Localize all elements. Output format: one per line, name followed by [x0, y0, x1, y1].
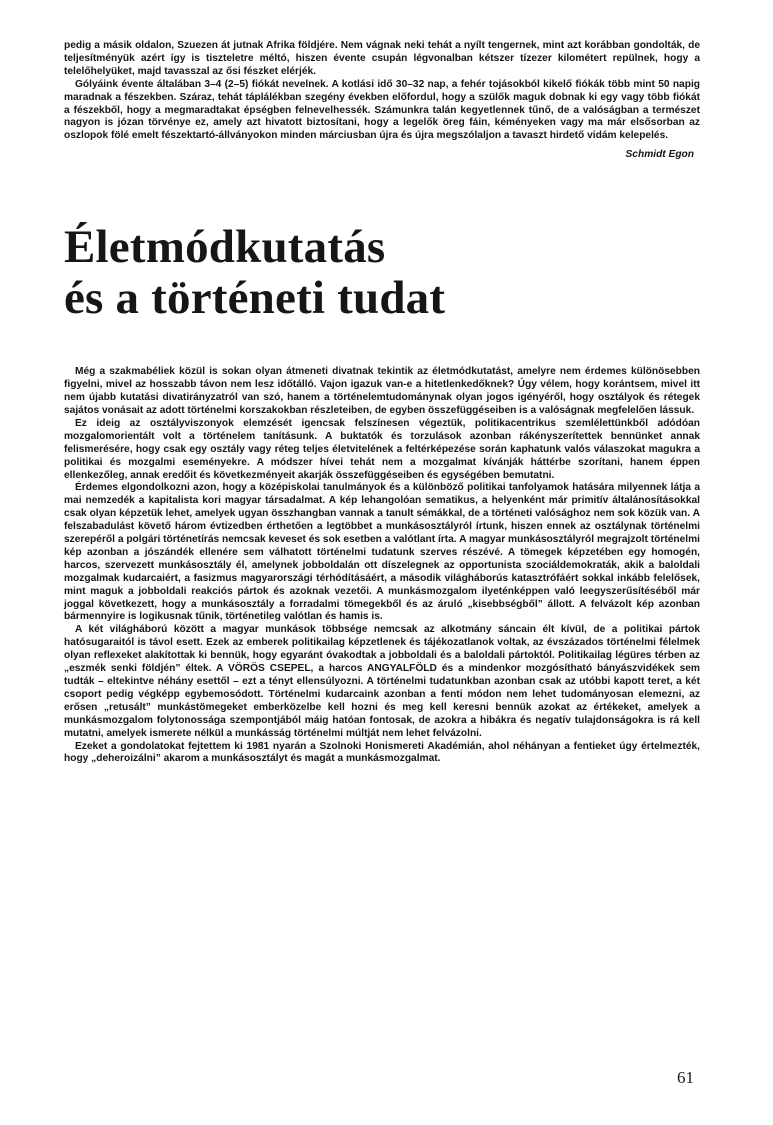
article-body: [64, 366, 700, 766]
article-title-line-1: Életmódkutatás: [64, 221, 386, 274]
article-paragraph-3: Érdemes elgondolkozni azon, hogy a középiskolai tanulmányok és a különböző politikai tanfolyamok hatására milyennek látja a mai nemzedék a kapitalista kori magyar társadalmat. A kép lehangolóan sematikus, a helyenként már primitív általánosításokkal csak olyan képzetük lehet, amelyek ugyan összhangban vannak a tanult sémákkal, de a történeti valósághoz nem sok közük van. A felszabadulást követő három évtizedben érthetően a legtöbbet a munkásosztályról írtunk, hiszen ennek az osztálynak történelmi szerepéről a polgári történetírás nemcsak keveset és sok esetben a valótlant írta. A magyar munkásosztályról megrajzolt történelmi kép azonban a jószándék ellenére sem válhatott történelmi tudatunk szerves részévé. A tömegek képzetében egy homogén, harcos, szervezett munkásosztály él, amelynek jobboldalán ott díszelegnek az opportunista szociáldemokraták, akik a baloldali mozgalmak kudarcaiért, a fasizmus magyarországi térhódításáért, a második világháborús katasztrófáért sokkal inkább felelősek, mint maguk a jobboldali reakciós pártok és azoknak vezetői. A munkásmozgalom ilyeténképpen való leegyszerűsítéséből már joggal következett, hogy a munkásosztály a forradalmi tömegekből és az áruló „kisebbségből” állott. A felvázolt kép azonban bármennyire is logikusnak tűnik, történetileg valótlan és hamis is.: [64, 482, 700, 623]
article-title-line-2: és a történeti tudat: [64, 272, 446, 325]
article-paragraph-1: Még a szakmabéliek közül is sokan olyan átmeneti divatnak tekintik az életmódkutatást, amelyre nem érdemes különösebben figyelni, mivel az hosszabb távon nem lesz időtálló. Vajon igazuk van-e a hitetlenkedőknek? Úgy vélem, hogy korántsem, mivel itt nem újabb kutatási divatirányzatról van szó, hanem a történelemtudománynak olyan jogos igényéről, hogy osztályok és rétegek sajátos vonásait az adott történelmi korszakokban részleteiben, de egyben összefüggéseiben is a valóságnak megfelelően lássuk.: [64, 366, 700, 416]
article-title: [64, 222, 700, 324]
intro-section: [64, 40, 700, 160]
author-signature: Schmidt Egon: [625, 149, 694, 161]
article-paragraph-5: Ezeket a gondolatokat fejtettem ki 1981 nyarán a Szolnoki Honismereti Akadémián, ahol néhányan a fentieket úgy értelmezték, hogy „deheroizálni” akarom a munkásosztályt és magát a munkásmozgalmat.: [64, 740, 700, 765]
page-number: 61: [677, 1068, 694, 1087]
document-page: [64, 40, 700, 1100]
article-paragraph-2: Ez ideig az osztályviszonyok elemzését igencsak felszínesen végeztük, politikacentrikus szemlélettünkből adódóan mozgalomorientált volt a történelem tanításunk. A buktatók és torzulások azonban rákényszerítettek bennünket annak felismerésére, hogy csak egy osztály vagy réteg teljes életvitelének a feltérképezése során kaphatunk valós válaszokat magukra a politikai és mozgalmi eseményekre. A módszer hívei tehát nem a mozgalmat kívánják háttérbe szorítani, hanem éppen ellenkezőleg, annak eredőit és következményeit akarják összefüggéseiben és egységében bemutatni.: [64, 417, 700, 481]
article-paragraph-4: A két világháború között a magyar munkások többsége nemcsak az alkotmány sáncain élt kívül, de a politikai pártok hatósugaraitól is távol esett. Ezek az emberek politikailag képzetlenek és tájékozatlanok voltak, az évszázados történelmi félelmek olyan reflexeket alakítottak ki bennük, hogy egyaránt óvakodtak a jobboldali és a baloldali pártoktól. Politikailag légüres térben az „eszmék senki földjén” éltek. A VÖRÖS CSEPEL, a harcos ANGYALFÖLD és a mindenkor mozgósítható bányászvidékek sem tudták – eltekintve néhány esettől – ezt a tényt ellensúlyozni. A történelmi tudatunkban azonban csak az utóbbi kapott teret, a két csoport pedig végképp egybemosódott. Történelmi kudarcaink azonban a fenti módon nem lehet tudományosan elemezni, az erősen „retusált” munkástömegeket emberközelbe kell hozni és meg kell keresni bennük azokat az értékeket, amelyek a munkásmozgalom folytonossága szempontjából máig hatóan fontosak, de azokra a hibákra és negatív tulajdonságokra is rá kell mutatni, amelyek ismerete nélkül a munkásság történelmi múltját nem lehet felvázolni.: [64, 624, 700, 739]
intro-paragraph-1: pedig a másik oldalon, Szuezen át jutnak Afrika földjére. Nem vágnak neki tehát a nyílt tengernek, mint azt korábban gondolták, de teljesítményük azért így is tiszteletre méltó, hiszen évente csupán légvonalban kétszer tízezer kilométert repülnek, hogy a telelőhelyüket, majd tavasszal az ősi fészket elérjék.: [64, 40, 700, 77]
intro-paragraph-2: Gólyáink évente általában 3–4 (2–5) fiókát nevelnek. A kotlási idő 30–32 nap, a fehér tojásokból kikelő fiókák több mint 50 napig maradnak a fészekben. Száraz, tehát táplálékban szegény években előfordul, hogy a szülők maguk dobnak ki egy vagy több fiókát a fészekből, hogy a megmaradtakat épségben felnevelhessék. Számunkra talán kegyetlennek tűnő, de a valóságban a természet nagyon is józan törvénye ez, amely azt hivatott biztosítani, hogy a legelők öreg fáin, kéményeken vagy ma már elsősorban az oszlopok fölé emelt fészektartó-állványokon minden márciusban újra és újra megszólaljon a tavaszt hirdető vidám kelepelés.: [64, 78, 700, 142]
